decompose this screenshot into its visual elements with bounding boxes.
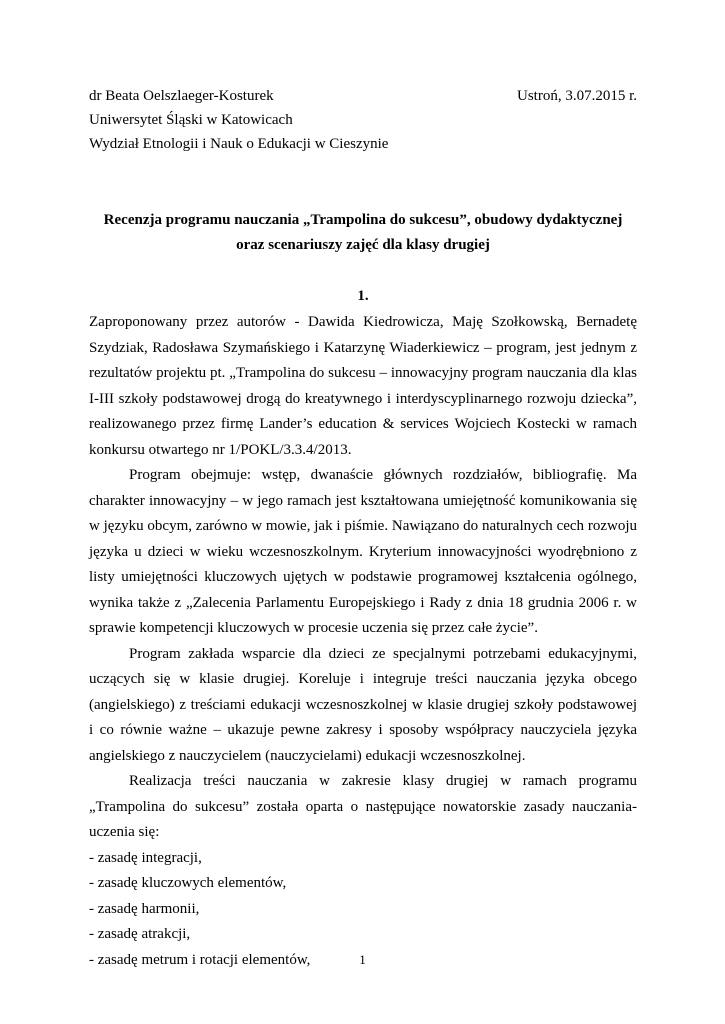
document-body bbox=[89, 310, 637, 973]
list-item: - zasadę harmonii, bbox=[89, 900, 200, 917]
faculty-name: Wydział Etnologii i Nauk o Edukacji w Cieszynie bbox=[89, 136, 389, 152]
list-item: - zasadę kluczowych elementów, bbox=[89, 875, 287, 891]
list-item: - zasadę atrakcji, bbox=[89, 926, 191, 942]
university-name: Uniwersytet Śląski w Katowicach bbox=[89, 112, 293, 128]
header-first-row bbox=[89, 84, 637, 108]
author-name: dr Beata Oelszlaeger-Kosturek bbox=[89, 88, 274, 104]
place-and-date: Ustroń, 3.07.2015 r. bbox=[517, 88, 637, 104]
list-item: - zasadę integracji, bbox=[89, 849, 202, 866]
list-item: - zasadę metrum i rotacji elementów, bbox=[89, 951, 311, 968]
paragraph-intro: Zaproponowany przez autorów - Dawida Kiedrowicza, Maję Szołkowską, Bernadetę Szydziak, Radosława Szymańskiego i Katarzynę Wiaderkiewicz – program, jest jednym z rezultatów projektu pt. „Trampolina do sukcesu – innowacyjny program nauczania dla klas I-III szkoły podstawowej drogą do kreatywnego i interdyscyplinarnego rozwoju dziecka”, realizowanego przez firmę Lander’s education & services Wojciech Kostecki w ramach konkursu otwartego nr 1/POKL/3.3.4/2013. bbox=[89, 314, 637, 458]
paragraph-program-support: Program zakłada wsparcie dla dzieci ze specjalnymi potrzebami edukacyjnymi, uczących się w klasie drugiej. Koreluje i integruje treści nauczania języka obcego (angielskiego) z treściami edukacji wczesnoszkolnej w klasie drugiej szkoły podstawowej i co równie ważne – ukazuje pewne zakresy i sposoby współpracy nauczyciela języka angielskiego z nauczycielem (nauczycielami) edukacji wczesnoszkolnej. bbox=[89, 645, 637, 764]
document-title: Recenzja programu nauczania „Trampolina do sukcesu”, obudowy dydaktycznej oraz scenariuszy zajęć dla klasy drugiej bbox=[103, 212, 623, 253]
letter-header bbox=[89, 84, 637, 156]
paragraph-principles: Realizacja treści nauczania w zakresie klasy drugiej w ramach programu „Trampolina do sukcesu” została oparta o następujące nowatorskie zasady nauczania-uczenia się: bbox=[89, 773, 637, 840]
page-number: 1 bbox=[359, 952, 366, 967]
paragraph-program-contents: Program obejmuje: wstęp, dwanaście głównych rozdziałów, bibliografię. Ma charakter innowacyjny – w jego ramach jest kształtowana umiejętność komunikowania się w języku obcym, zarówno w mowie, jak i piśmie. Nawiązano do naturalnych cech rozwoju języka u dzieci w wieku wczesnoszkolnym. Kryterium innowacyjności wyodrębniono z listy umiejętności kluczowych ujętych w podstawie programowej kształcenia ogólnego, wynika także z „Zalecenia Parlamentu Europejskiego i Rady z dnia 18 grudnia 2006 r. w sprawie kompetencji kluczowych w procesie uczenia się przez całe życie”. bbox=[89, 467, 637, 636]
section-number: 1. bbox=[357, 288, 369, 304]
